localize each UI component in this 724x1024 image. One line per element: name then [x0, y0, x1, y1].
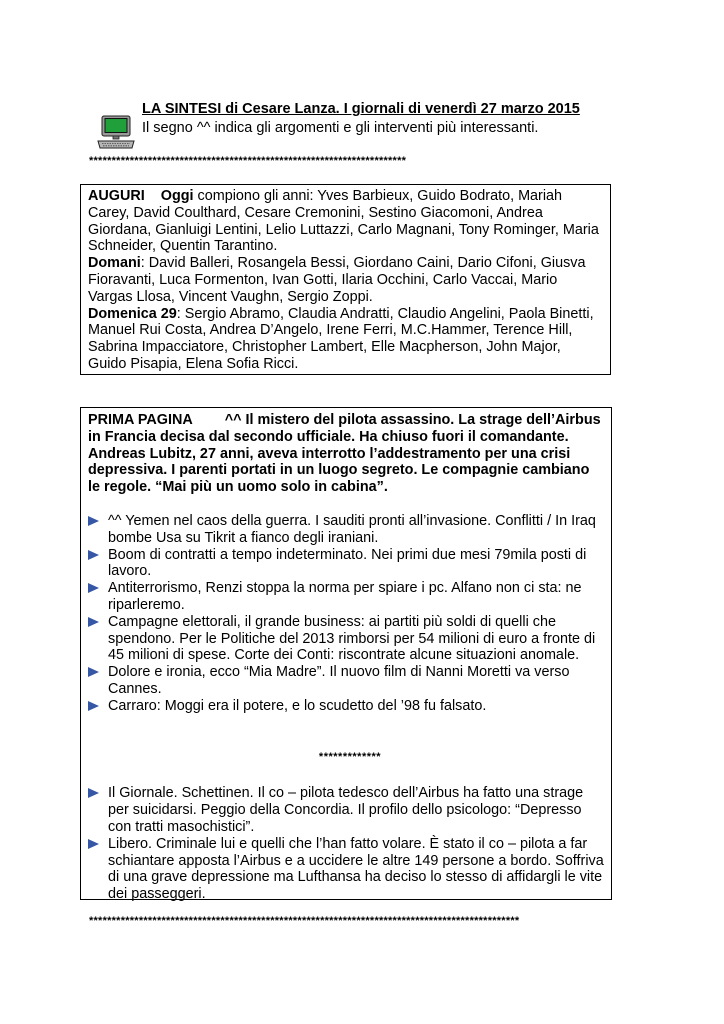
list-item-text: Dolore e ironia, ecco “Mia Madre”. Il nuovo film di Nanni Moretti va verso Cannes.: [108, 664, 570, 697]
list-item-text: Antiterrorismo, Renzi stoppa la norma per spiare i pc. Alfano non ci sta: ne riparleremo.: [108, 580, 582, 613]
list-item: [88, 698, 604, 715]
triangle-bullet-icon: [88, 516, 99, 526]
triangle-bullet-icon: [88, 788, 99, 798]
list-item-text: Boom di contratti a tempo indeterminato. Nei primi due mesi 79mila posti di lavoro.: [108, 546, 587, 580]
page-subtitle: Il segno ^^ indica gli argomenti e gli interventi più interessanti.: [142, 120, 539, 136]
triangle-bullet-icon: [88, 583, 99, 593]
page-title: LA SINTESI di Cesare Lanza. I giornali di venerdì 27 marzo 2015: [142, 101, 580, 117]
news-list: [88, 513, 604, 715]
triangle-bullet-icon: [88, 617, 99, 627]
press-review-list: [88, 785, 604, 903]
list-item: [88, 513, 604, 547]
list-item-text: Il Giornale. Schettinen. Il co – pilota tedesco dell’Airbus ha fatto una strage per suicidarsi. Peggio della Concordia. Il profilo dello psicologo: “Depresso con tratti masochistici”.: [108, 785, 584, 835]
domani-label: Domani: [88, 255, 141, 272]
triangle-bullet-icon: [88, 550, 99, 560]
domenica-label: Domenica 29: [88, 305, 177, 322]
headline-text: ^^ Il mistero del pilota assassino. La strage dell’Airbus in Francia decisa dal secondo ufficiale. Ha chiuso fuori il comandante. Andreas Lubitz, 27 anni, aveva interrotto l’addestramento per una crisi depressiva. I parenti portati in un luogo segreto. Le compagnie cambiano le regole. “Mai più un uomo solo in cabina”.: [88, 412, 601, 496]
list-item: [88, 836, 604, 903]
separator-middle: *************: [318, 750, 382, 763]
auguri-domenica: [88, 306, 603, 373]
oggi-label: Oggi: [160, 188, 194, 204]
list-item: [88, 614, 604, 664]
separator-bottom: ***********************************************************************************************: [89, 915, 520, 927]
oggi-text: compiono gli anni: Yves Barbieux, Guido Bodrato, Mariah Carey, David Coulthard, Cesare Cremonini, Sestino Giacomoni, Andrea Giordana, Gianluigi Lentini, Lelio Luttazzi, Carlo Magnani, Tony Rominger, Maria Schneider, Quentin Tarantino.: [88, 188, 599, 255]
list-item: [88, 580, 604, 614]
list-item: [88, 785, 604, 835]
separator-top: **********************************************************************: [89, 155, 407, 167]
domenica-text: : Sergio Abramo, Claudia Andratti, Claudio Angelini, Paola Binetti, Manuel Rui Costa, Andrea D’Angelo, Irene Ferri, M.C.Hammer, Terence Hill, Sabrina Impacciatore, Christopher Lambert, Elle Macpherson, John Major, Guido Pisapia, Elena Sofia Ricci.: [88, 305, 594, 372]
list-item: [88, 664, 604, 698]
auguri-label: AUGURI: [88, 188, 145, 204]
prima-pagina-headline: [88, 412, 604, 496]
triangle-bullet-icon: [88, 701, 99, 711]
computer-icon: [96, 114, 136, 150]
triangle-bullet-icon: [88, 839, 99, 849]
list-item-text: Carraro: Moggi era il potere, e lo scudetto del ’98 fu falsato.: [108, 697, 487, 714]
list-item-text: ^^ Yemen nel caos della guerra. I sauditi pronti all’invasione. Conflitti / In Iraq bombe Usa su Tikrit a fianco degli iraniani.: [108, 512, 596, 546]
auguri-domani: [88, 255, 603, 305]
auguri-oggi: [88, 188, 603, 255]
prima-pagina-label: PRIMA PAGINA: [88, 412, 193, 428]
list-item-text: Campagne elettorali, il grande business: ai partiti più soldi di quelli che spendono. Per le Politiche del 2013 rimborsi per 54 milioni di euro a fronte di 45 milioni di spese. Corte dei Conti: riscontrate alcune situazioni anomale.: [108, 613, 596, 664]
domani-text: : David Balleri, Rosangela Bessi, Giordano Caini, Dario Cifoni, Giusva Fioravanti, Luca Formenton, Ivan Gotti, Ilaria Occhini, Carlo Vaccai, Mario Vargas Llosa, Vincent Vaughn, Sergio Zoppi.: [88, 255, 586, 305]
list-item: [88, 547, 604, 581]
triangle-bullet-icon: [88, 667, 99, 677]
list-item-text: Libero. Criminale lui e quelli che l’han fatto volare. È stato il co – pilota a far schiantare apposta l’Airbus e a uccidere le altre 149 persone a bordo. Soffriva di una grave depressione ma Lufthansa ha deciso lo stesso di affidargli le vite dei passeggeri.: [108, 835, 604, 903]
prima-pagina-box: [80, 407, 612, 903]
auguri-box: [80, 184, 611, 375]
